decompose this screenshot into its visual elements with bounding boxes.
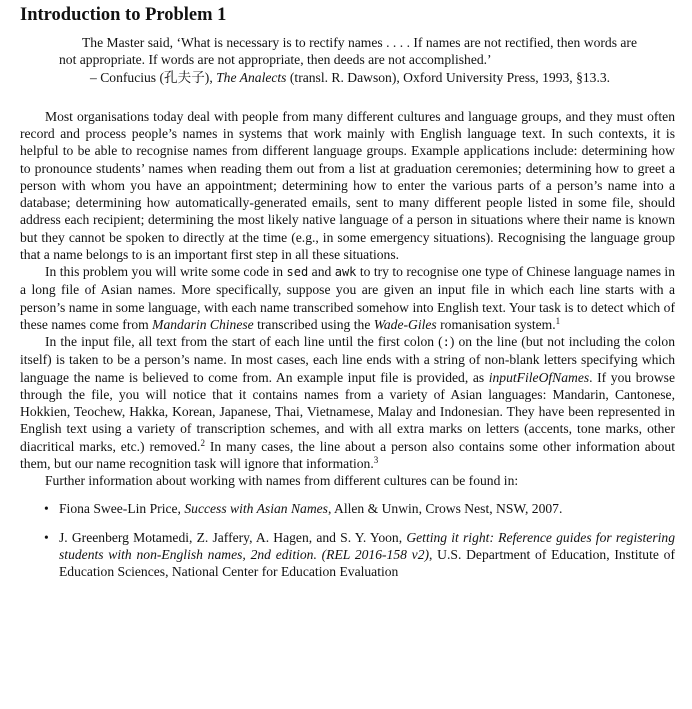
paragraph-3-text-b: ) on the line (but not including the colon itself) is taken to be a person’s name. In most cases, each line ends with a string of non-blank letters specifying which language the name is believed to come from. An example input file is provided, as [20,334,675,385]
code-awk: awk [334,265,357,280]
attribution-work: The Analects [216,69,287,85]
reference-title: Success with Asian Names [184,501,328,517]
reference-list [20,500,675,580]
paragraph-4: Further information about working with names from different cultures can be found in: [45,473,519,489]
attribution-dash: – [90,69,97,85]
paragraph-2 [20,263,675,333]
paragraph-2-text-b: and [311,264,332,280]
emphasis-input-file: inputFileOfNames [488,369,590,385]
reference-publisher: , U.S. Department of Education, Institute of Education Sciences, National Center for Education Evaluation [59,546,675,580]
paragraph-3-text-c: . If you browse through the file, you will notice that it contains names from a variety of Asian languages: Mandarin, Cantonese, Hokkien, Teochew, Hakka, Korean, Japanese, Thai, Vietnamese, Malay and Indonesian. They have been represented in English text using a variety of transcription schemes, and with all extra marks on letters (accents, tone marks, other diacritical marks, etc.) removed. [20,369,675,454]
paragraph-2-text-c: to try to recognise one type of Chinese language names in a long file of Asian names. More specifically, suppose you are given an input file in which each line starts with a person’s name in some language, with each name transcribed somehow into English text. Your task is to detect which of these names come from [20,264,675,332]
epigraph-attribution [59,69,637,86]
attribution-author: Confucius (孔夫子), [100,69,213,85]
footnote-marker-2[interactable]: 2 [200,437,205,448]
paragraph-1: Most organisations today deal with people from many different cultures and language groups, and they must often record and process people’s names in systems that work mainly with English language text. In such contexts, it is helpful to be able to recognise names from different language groups. Example applications include: determining how to pronounce students’ names when reading them out from a list at graduation ceremonies; determining how to greet a person with whom you have an appointment; determining how to enter the various parts of a person’s name into a database; determining how automatically-generated emails, sent to many different people listed in some file, should address each recipient; determining the most likely native language of a person in situations where their name is known but they cannot be spoken to directly at the time (e.g., in some emergency situations). Recognising the language group that a name belongs to is an important first step in all these situations. [20,108,675,262]
paragraph-2-text-a: In this problem you will write some code in [45,264,284,280]
document-page [20,4,675,592]
reference-authors: J. Greenberg Motamedi, Z. Jaffery, A. Hagen, and S. Y. Yoon, [59,529,403,545]
emphasis-mandarin-chinese: Mandarin Chinese [152,316,254,332]
reference-authors: Fiona Swee-Lin Price, [59,501,181,517]
paragraph-2-text-e: romanisation system. [440,316,556,332]
paragraph-3 [20,333,675,472]
paragraph-3-text-d: In many cases, the line about a person also contains some other information about them, but our name recognition task will ignore that information. [20,438,675,471]
reference-item [44,529,675,581]
epigraph-quote: The Master said, ‘What is necessary is to rectify names . . . . If names are not rectified, then words are not appropriate. If words are not appropriate, then deeds are not accomplished.’ [59,35,637,68]
code-sed: sed [286,265,309,280]
footnote-marker-1[interactable]: 1 [555,315,561,326]
reference-title: Getting it right: Reference guides for registering students with non-English names, 2nd edition. (REL 2016-158 v2) [59,529,675,562]
footnote-marker-3[interactable]: 3 [373,454,379,465]
paragraph-2-text-d: transcribed using the [257,316,371,332]
bullet-icon: • [44,529,49,545]
body-text [20,108,675,490]
section-title: Introduction to Problem 1 [20,5,227,25]
reference-publisher: , Allen & Unwin, Crows Nest, NSW, 2007. [327,501,563,517]
emphasis-wade-giles: Wade-Giles [373,316,437,332]
code-colon: : [442,335,450,350]
reference-item [44,500,675,517]
paragraph-3-text-a: In the input file, all text from the start of each line until the first colon ( [45,334,443,350]
attribution-publication: (transl. R. Dawson), Oxford University Press, 1993, §13.3. [289,69,611,85]
bullet-icon: • [44,501,49,517]
